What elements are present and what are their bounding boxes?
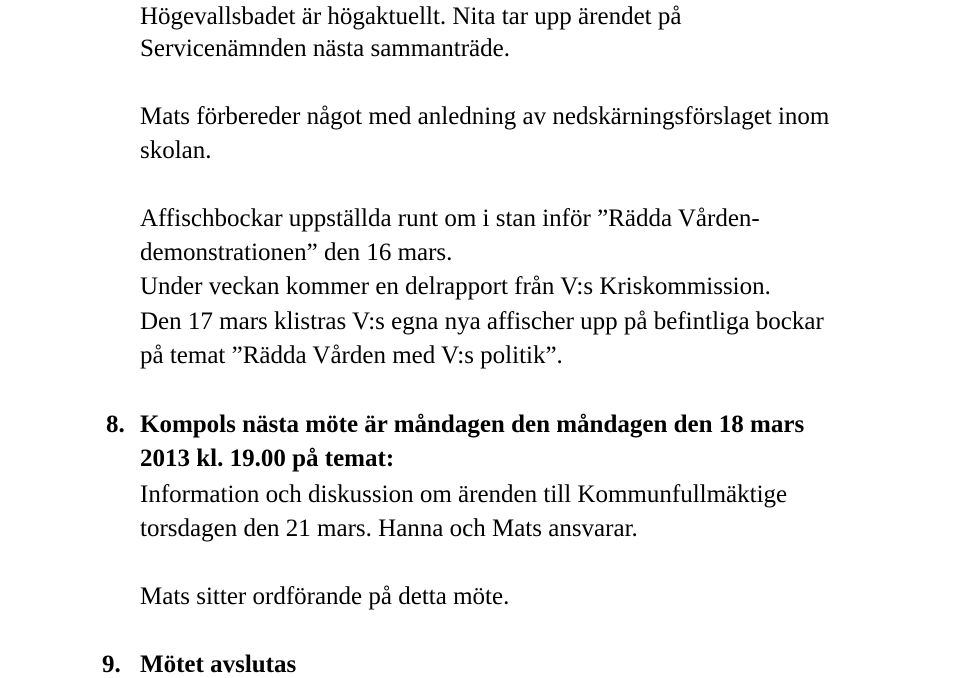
paragraph-line: Mats förbereder något med anledning av nedskärningsförslaget inom	[140, 103, 830, 130]
paragraph-line: Under veckan kommer en delrapport från V:s Kriskommission.	[140, 273, 771, 300]
item-heading: Kompols nästa möte är måndagen den måndagen den 18 mars	[140, 411, 805, 438]
item-body-line: torsdagen den 21 mars. Hanna och Mats ansvarar.	[140, 515, 638, 542]
item-note: Mats sitter ordförande på detta möte.	[140, 583, 510, 610]
item-number: 8.	[106, 411, 125, 438]
item-body-line: Information och diskussion om ärenden till Kommunfullmäktige	[140, 481, 788, 508]
paragraph-line: på temat ”Rädda Vården med V:s politik”.	[140, 342, 563, 369]
paragraph-line: Servicenämnden nästa sammanträde.	[140, 35, 510, 62]
paragraph-line: Högevallsbadet är högaktuellt. Nita tar upp ärendet på	[140, 3, 682, 30]
item-heading: 2013 kl. 19.00 på temat:	[140, 445, 395, 472]
item-heading: Mötet avslutas	[140, 651, 297, 678]
paragraph-line: skolan.	[140, 137, 212, 164]
paragraph-line: Den 17 mars klistras V:s egna nya affischer upp på befintliga bockar	[140, 308, 824, 335]
paragraph-line: Affischbockar uppställda runt om i stan inför ”Rädda Vården-	[140, 205, 760, 232]
item-number: 9.	[102, 651, 121, 678]
paragraph-line: demonstrationen” den 16 mars.	[140, 239, 453, 266]
